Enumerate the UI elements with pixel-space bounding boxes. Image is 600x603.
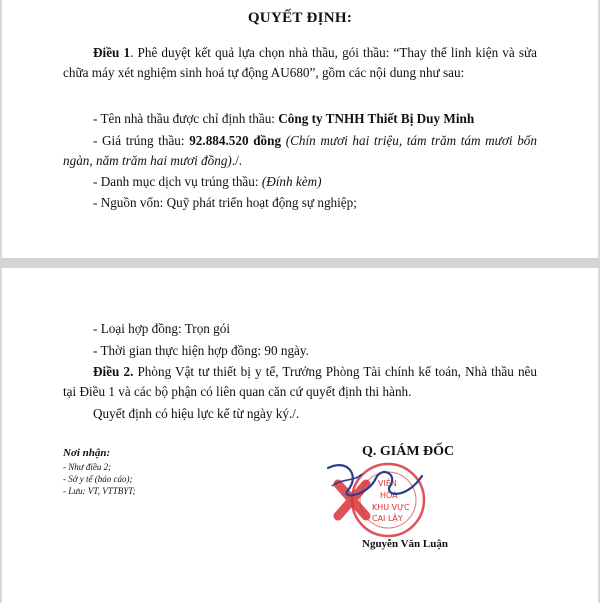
stamp-text-1: VIỆN bbox=[378, 479, 397, 488]
recipient-item: - Như điều 2; bbox=[63, 462, 112, 472]
stamp-ring bbox=[352, 464, 424, 536]
article-1-label: Điều 1 bbox=[93, 45, 131, 60]
service-list-note: (Đính kèm) bbox=[261, 174, 322, 189]
stamp-text-4: CAI LẬY bbox=[372, 514, 403, 523]
price-tail: ./. bbox=[231, 153, 243, 168]
price-value: 92.884.520 đồng bbox=[189, 133, 282, 148]
recipient-item: - Sở y tế (báo cáo); bbox=[63, 474, 133, 484]
stamp-text-3: KHU VỰC bbox=[372, 503, 410, 512]
stamp-text-2: HÒA bbox=[380, 491, 398, 500]
signatory-title: Q. GIÁM ĐỐC bbox=[362, 444, 455, 459]
effective-date-line: Quyết định có hiệu lực kể từ ngày ký./. bbox=[93, 406, 300, 421]
document-page-1 bbox=[2, 0, 598, 258]
recipient-item: - Lưu: VT, VTTBYT; bbox=[63, 486, 136, 496]
article-1-text: . Phê duyệt kết quả lựa chọn nhà thầu, gói thầu: “Thay thế linh kiện và sửa chữa máy xét nghiệm sinh hoá tự động AU680”, gồm các nội dung như sau: bbox=[63, 45, 537, 80]
service-list-label: - Danh mục dịch vụ trúng thầu: bbox=[93, 174, 262, 189]
price-in-words: (Chín mươi hai triệu, tám trăm tám mươi bốn ngàn, năm trăm hai mươi đồng) bbox=[63, 133, 537, 168]
contract-duration-line: - Thời gian thực hiện hợp đồng: 90 ngày. bbox=[93, 343, 309, 358]
contractor-label: - Tên nhà thầu được chỉ định thầu: bbox=[93, 111, 279, 126]
article-2-label: Điều 2. bbox=[93, 364, 134, 379]
official-stamp-and-signature bbox=[318, 456, 438, 542]
article-1-paragraph bbox=[63, 43, 537, 83]
contractor-name: Công ty TNHH Thiết Bị Duy Minh bbox=[278, 111, 475, 126]
contract-type-line: - Loại hợp đồng: Trọn gói bbox=[93, 321, 231, 336]
recipients-title: Nơi nhận: bbox=[63, 447, 111, 459]
signatory-name: Nguyễn Văn Luận bbox=[362, 538, 448, 550]
decision-title: QUYẾT ĐỊNH: bbox=[247, 10, 353, 26]
page-separator bbox=[0, 258, 600, 268]
price-line bbox=[63, 131, 537, 171]
red-cross-emblem bbox=[338, 484, 366, 516]
funding-source-line: - Nguồn vốn: Quỹ phát triển hoạt động sự nghiệp; bbox=[93, 195, 357, 210]
document-page-2 bbox=[2, 268, 598, 603]
service-list-line bbox=[93, 172, 322, 192]
article-2-text: Phòng Vật tư thiết bị y tế, Trưởng Phòng Tài chính kế toán, Nhà thầu nêu tại Điều 1 và các bộ phận có liên quan căn cứ quyết định thi hành. bbox=[63, 364, 537, 399]
contractor-line bbox=[93, 109, 474, 129]
article-2-paragraph bbox=[63, 362, 537, 402]
price-label: - Giá trúng thầu: bbox=[93, 133, 190, 148]
